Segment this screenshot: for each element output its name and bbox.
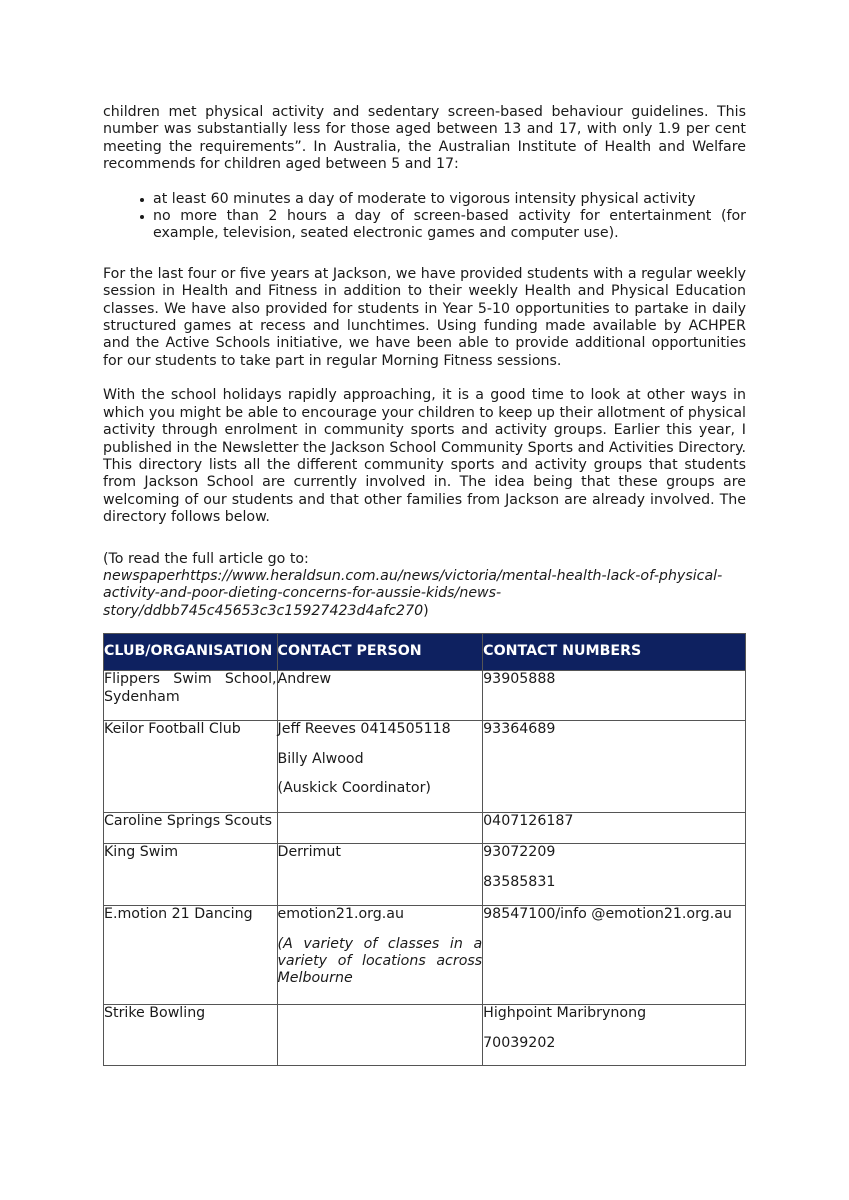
paragraph-intro: children met physical activity and sedentary screen-based behaviour guidelines. This number was substantially less for those aged between 13 and 17, with only 1.9 per cent meeting the requirements”. In Australia, the Australian Institute of Health and Welfare recommends for children aged between 5 and 17:: [103, 104, 746, 173]
table-row: [104, 721, 746, 813]
paragraph-school-holidays: With the school holidays rapidly approaching, it is a good time to look at other ways in which you might be able to encourage your children to keep up their allotment of physical activity through enrolment in community sports and activity groups. Earlier this year, I published in the Newsletter the Jackson School Community Sports and Activities Directory. This directory lists all the different community sports and activity groups that students from Jackson School are currently involved in. The idea being that these groups are welcoming of our students and that other families from Jackson are already involved. The directory follows below.: [103, 387, 746, 526]
table-row: [104, 671, 746, 721]
contact-person: Billy Alwood: [277, 750, 364, 767]
bullet-icon: [140, 215, 144, 219]
club-name: E.motion 21 Dancing: [104, 906, 253, 923]
contact-number: 93364689: [483, 721, 556, 738]
contact-person: Derrimut: [277, 844, 341, 861]
table-header-row: [104, 634, 746, 671]
club-name: Flippers Swim School, Sydenham: [104, 671, 277, 705]
contact-number: Highpoint Maribrynong: [483, 1005, 647, 1022]
table-row: [104, 906, 746, 1005]
club-name: Caroline Springs Scouts: [104, 813, 273, 830]
guidelines-list: [103, 191, 746, 243]
contact-number: 0407126187: [483, 813, 574, 830]
contact-person: Jeff Reeves 0414505118: [277, 721, 451, 738]
contact-note: (A variety of classes in a variety of locations across Melbourne: [277, 935, 483, 987]
table-row: [104, 813, 746, 844]
contact-person: emotion21.org.au: [277, 906, 404, 923]
contact-number: 93905888: [483, 671, 556, 688]
article-reference: (To read the full article go to: newspaperhttps://www.heraldsun.com.au/news/victoria/mental-health-lack-of-physical-activity-and-poor-dieting-concerns-for-aussie-kids/news-story/ddbb745c45653c3c15927423d4afc270): [103, 550, 723, 619]
contact-person: (Auskick Coordinator): [277, 779, 431, 796]
contact-number: 98547100/info @emotion21.org.au: [483, 906, 732, 923]
paragraph-jackson-programs: For the last four or five years at Jackson, we have provided students with a regular weekly session in Health and Fitness in addition to their weekly Health and Physical Education classes. We have also provided for students in Year 5-10 opportunities to partake in daily structured games at recess and lunchtimes. Using funding made available by ACHPER and the Active Schools initiative, we have been able to provide additional opportunities for our students to take part in regular Morning Fitness sessions.: [103, 265, 746, 369]
list-item: at least 60 minutes a day of moderate to vigorous intensity physical activity: [103, 191, 746, 208]
table-row: [104, 844, 746, 906]
contact-number: 70039202: [483, 1034, 556, 1051]
club-name: King Swim: [104, 844, 179, 861]
column-header-club: CLUB/ORGANISATION: [104, 634, 278, 671]
contact-number: 83585831: [483, 873, 556, 890]
contact-number: 93072209: [483, 844, 556, 861]
club-name: Strike Bowling: [104, 1005, 206, 1022]
list-item: no more than 2 hours a day of screen-based activity for entertainment (for example, television, seated electronic games and computer use).: [103, 208, 746, 243]
article-reference-lead: (To read the full article go to:: [103, 550, 309, 567]
contact-person: Andrew: [277, 671, 332, 688]
column-header-contact-numbers: CONTACT NUMBERS: [483, 634, 746, 671]
club-name: Keilor Football Club: [104, 721, 241, 738]
article-link[interactable]: newspaperhttps://www.heraldsun.com.au/news/victoria/mental-health-lack-of-physical-activity-and-poor-dieting-concerns-for-aussie-kids/news-story/ddbb745c45653c3c15927423d4afc270: [103, 567, 723, 619]
sports-directory-table: [103, 633, 746, 1066]
document-page: [103, 104, 746, 1066]
table-row: [104, 1005, 746, 1066]
bullet-icon: [140, 198, 144, 202]
column-header-contact-person: CONTACT PERSON: [277, 634, 483, 671]
